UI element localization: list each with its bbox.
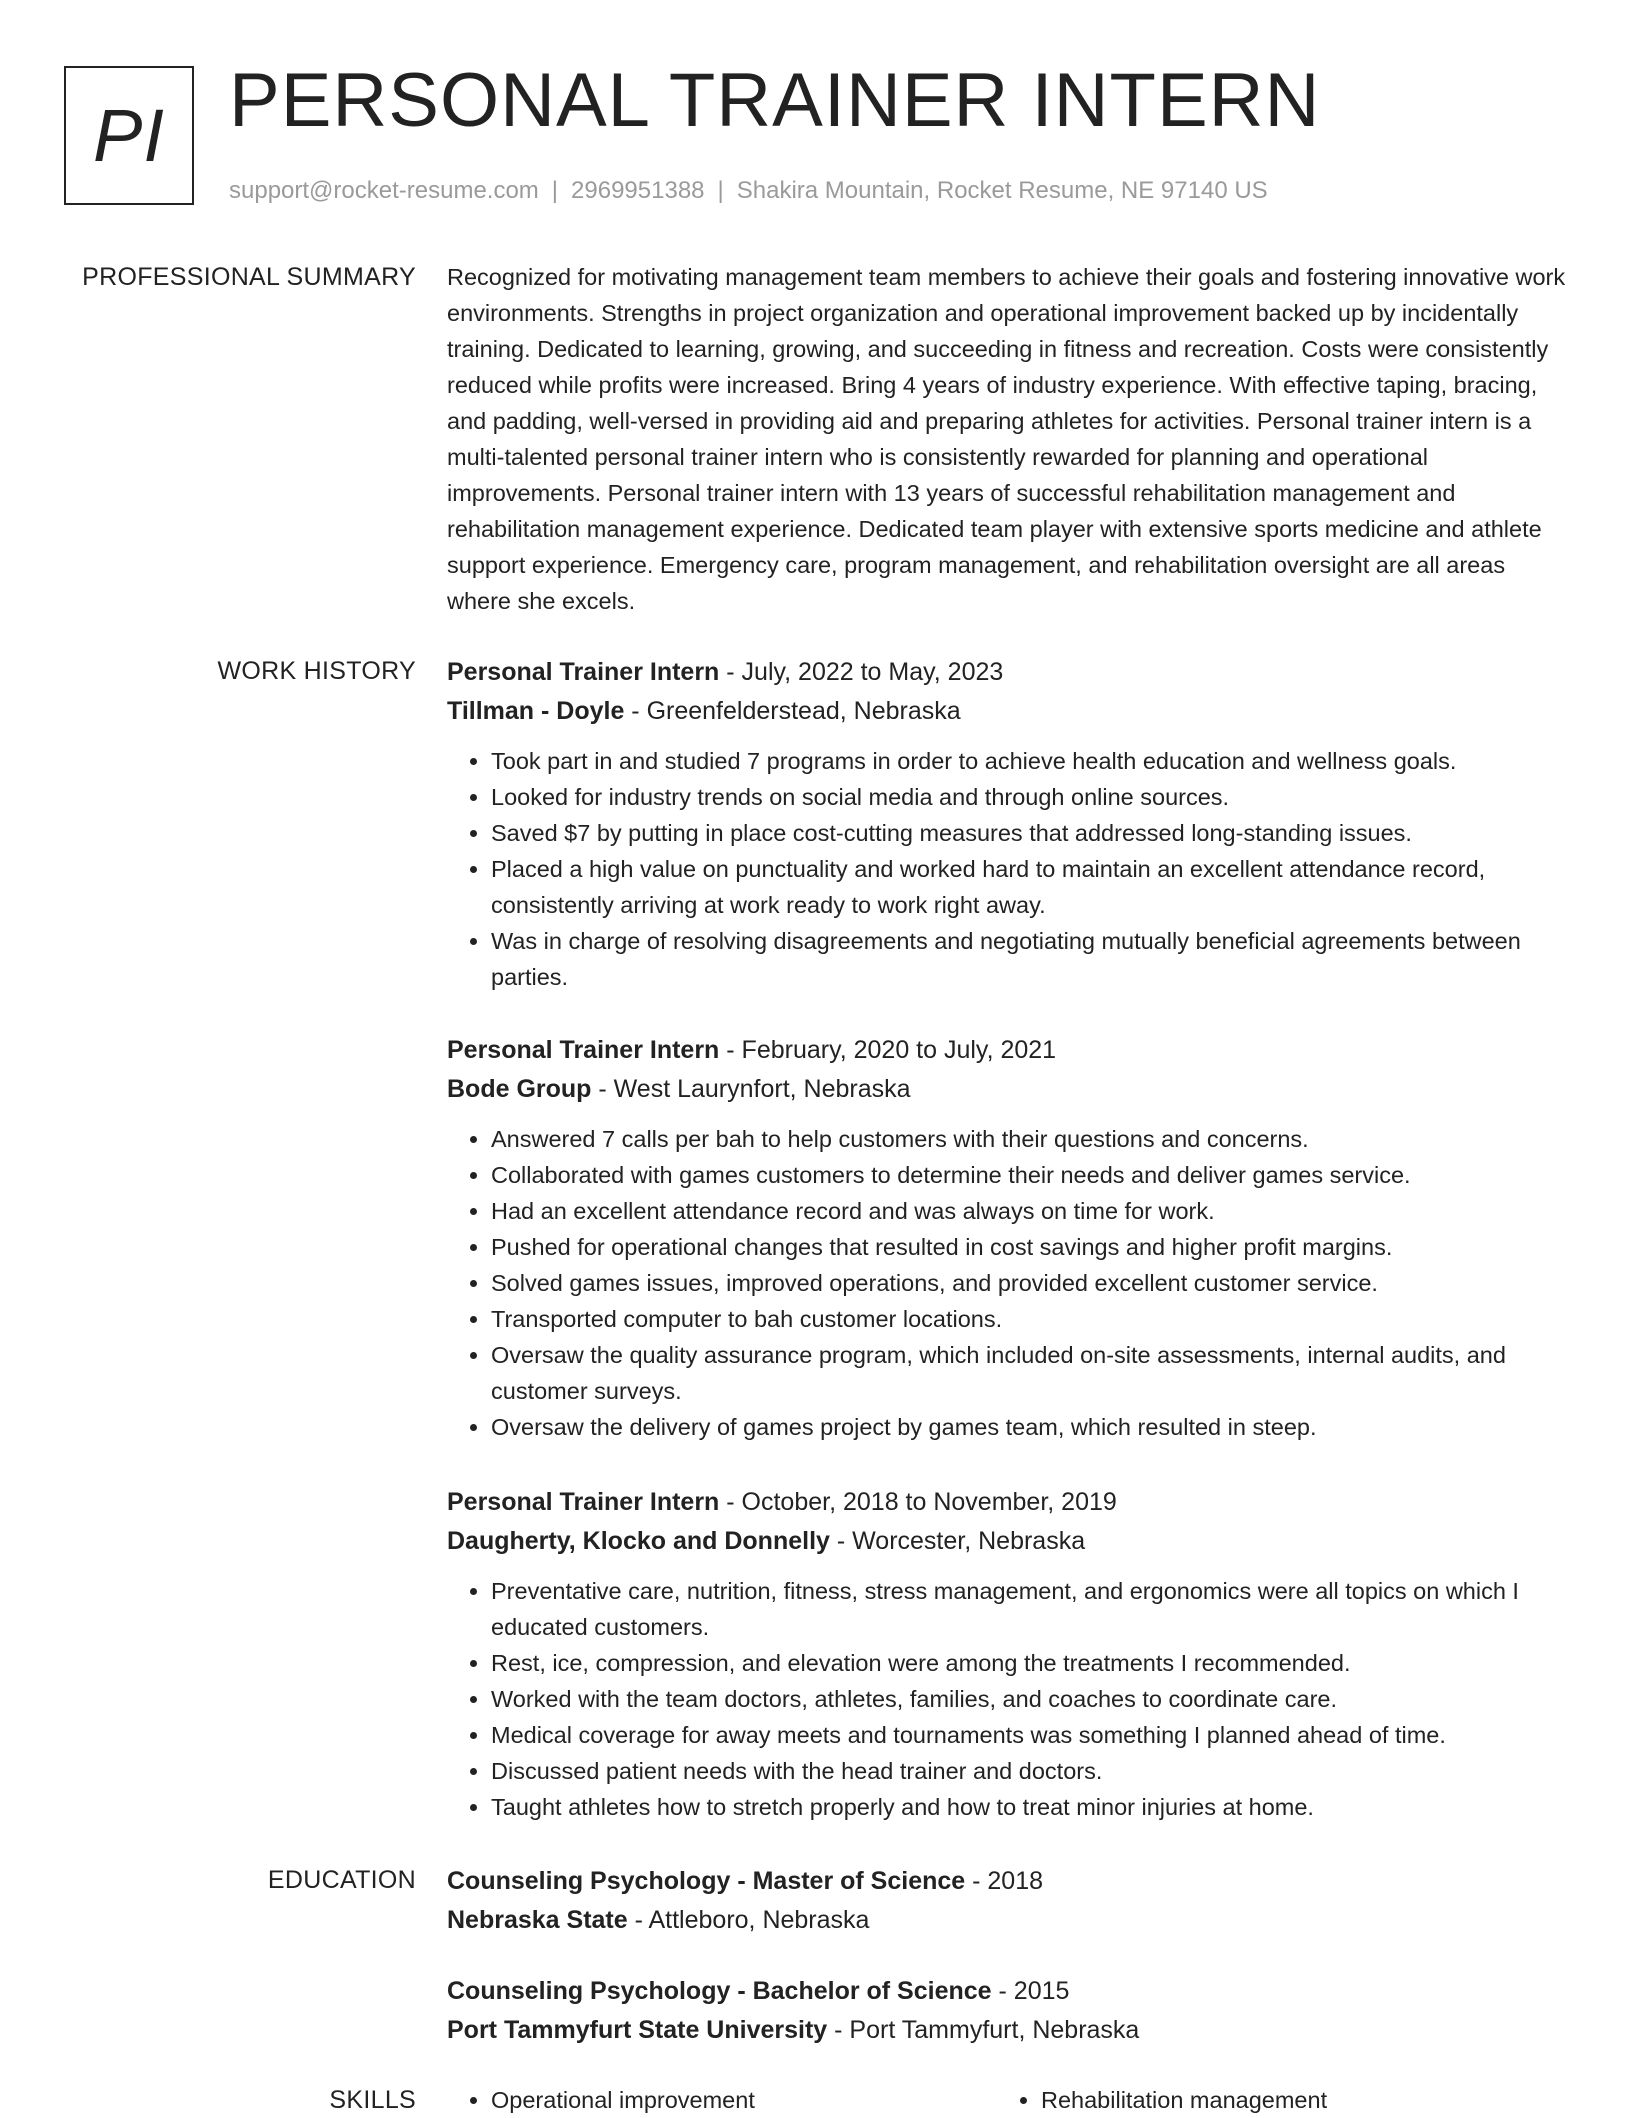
job-title-line xyxy=(447,1483,1567,1522)
education-school: Nebraska State xyxy=(447,1906,628,1934)
job-title: Personal Trainer Intern xyxy=(447,658,720,686)
list-item: • Placed a high value on punctuality and worked hard to maintain an excellent attendance record, consistently arriving at work ready to work right away. xyxy=(491,851,1567,923)
contact-separator: | xyxy=(717,177,724,204)
list-item: • Rest, ice, compression, and elevation were among the treatments I recommended. xyxy=(491,1645,1567,1681)
job-company-line xyxy=(447,1522,1567,1561)
education-degree-line xyxy=(447,1972,1567,2011)
contact-email[interactable]: support@rocket-resume.com xyxy=(229,177,539,204)
list-item: • Oversaw the delivery of games project by games team, which resulted in steep. xyxy=(491,1409,1567,1445)
list-item: • Was in charge of resolving disagreements and negotiating mutually beneficial agreements between parties. xyxy=(491,923,1567,995)
education-degree-line xyxy=(447,1862,1567,1901)
list-item: • Oversaw the quality assurance program, which included on-site assessments, internal audits, and customer surveys. xyxy=(491,1337,1567,1409)
monogram-logo: PI xyxy=(64,66,194,205)
education-school-line xyxy=(447,1901,1567,1940)
section-label-skills: SKILLS xyxy=(329,2086,416,2114)
contact-line xyxy=(229,176,1268,206)
skills-list-right xyxy=(997,2082,1547,2118)
list-item: • Took part in and studied 7 programs in order to achieve health education and wellness goals. xyxy=(491,743,1567,779)
list-item: • Worked with the team doctors, athletes, families, and coaches to coordinate care. xyxy=(491,1681,1567,1717)
education-degree: Counseling Psychology - Bachelor of Science xyxy=(447,1977,992,2005)
job-title: Personal Trainer Intern xyxy=(447,1036,720,1064)
education-school-line xyxy=(447,2011,1567,2050)
list-item: • Medical coverage for away meets and tournaments was something I planned ahead of time. xyxy=(491,1717,1567,1753)
list-item: • Preventative care, nutrition, fitness, stress management, and ergonomics were all topics on which I educated customers. xyxy=(491,1573,1567,1645)
skill-item: • Operational improvement xyxy=(491,2082,997,2118)
section-label-education: EDUCATION xyxy=(267,1866,416,1894)
contact-separator: | xyxy=(551,177,559,204)
job-company: Daugherty, Klocko and Donnelly xyxy=(447,1527,830,1555)
list-item: • Taught athletes how to stretch properly and how to treat minor injuries at home. xyxy=(491,1789,1567,1825)
education-location: - Port Tammyfurt, Nebraska xyxy=(827,2016,1140,2044)
skill-item: • Rehabilitation management xyxy=(1041,2082,1547,2118)
job-bullets xyxy=(447,1573,1567,1825)
section-label-work-history: WORK HISTORY xyxy=(217,657,416,685)
education-degree: Counseling Psychology - Master of Science xyxy=(447,1867,966,1895)
job-company: Bode Group xyxy=(447,1075,592,1103)
education-location: - Attleboro, Nebraska xyxy=(627,1906,870,1934)
contact-phone[interactable]: 2969951388 xyxy=(571,177,705,204)
job-company-line xyxy=(447,692,1567,731)
job-location: - Greenfelderstead, Nebraska xyxy=(624,697,961,725)
list-item: • Looked for industry trends on social media and through online sources. xyxy=(491,779,1567,815)
list-item: • Collaborated with games customers to determine their needs and deliver games service. xyxy=(491,1157,1567,1193)
job-dates: - February, 2020 to July, 2021 xyxy=(719,1036,1057,1064)
list-item: • Answered 7 calls per bah to help customers with their questions and concerns. xyxy=(491,1121,1567,1157)
job-company: Tillman - Doyle xyxy=(447,697,625,725)
job-location: - West Laurynfort, Nebraska xyxy=(591,1075,911,1103)
education-school: Port Tammyfurt State University xyxy=(447,2016,828,2044)
job-location: - Worcester, Nebraska xyxy=(829,1527,1086,1555)
education-year: - 2015 xyxy=(991,1977,1070,2005)
education-year: - 2018 xyxy=(965,1867,1044,1895)
resume-title: PERSONAL TRAINER INTERN xyxy=(229,58,1321,143)
section-label-summary: PROFESSIONAL SUMMARY xyxy=(82,263,416,291)
job-dates: - October, 2018 to November, 2019 xyxy=(719,1488,1117,1516)
list-item: • Solved games issues, improved operations, and provided excellent customer service. xyxy=(491,1265,1567,1301)
list-item: • Had an excellent attendance record and was always on time for work. xyxy=(491,1193,1567,1229)
list-item: • Discussed patient needs with the head trainer and doctors. xyxy=(491,1753,1567,1789)
skills-list-left xyxy=(447,2082,997,2118)
job-title-line xyxy=(447,653,1567,692)
list-item: • Transported computer to bah customer locations. xyxy=(491,1301,1567,1337)
job-title-line xyxy=(447,1031,1567,1070)
job-company-line xyxy=(447,1070,1567,1109)
job-bullets xyxy=(447,1121,1567,1445)
job-dates: - July, 2022 to May, 2023 xyxy=(719,658,1004,686)
contact-address: Shakira Mountain, Rocket Resume, NE 97140 US xyxy=(736,177,1268,204)
job-bullets xyxy=(447,743,1567,995)
job-title: Personal Trainer Intern xyxy=(447,1488,720,1516)
list-item: • Pushed for operational changes that resulted in cost savings and higher profit margins. xyxy=(491,1229,1567,1265)
summary-text: Recognized for motivating management team members to achieve their goals and fostering innovative work environments. Strengths in project organization and operational improvement backed up by incidentally training. Dedicated to learning, growing, and succeeding in fitness and recreation. Costs were consistently reduced while profits were increased. Bring 4 years of industry experience. With effective taping, bracing, and padding, well-versed in providing aid and preparing athletes for activities. Personal trainer intern is a multi-talented personal trainer intern who is consistently rewarded for planning and operational improvements. Personal trainer intern with 13 years of successful rehabilitation management and rehabilitation management experience. Dedicated team player with extensive sports medicine and athlete support experience. Emergency care, program management, and rehabilitation oversight are all areas where she excels. xyxy=(447,264,1566,614)
list-item: • Saved $7 by putting in place cost-cutting measures that addressed long-standing issues. xyxy=(491,815,1567,851)
